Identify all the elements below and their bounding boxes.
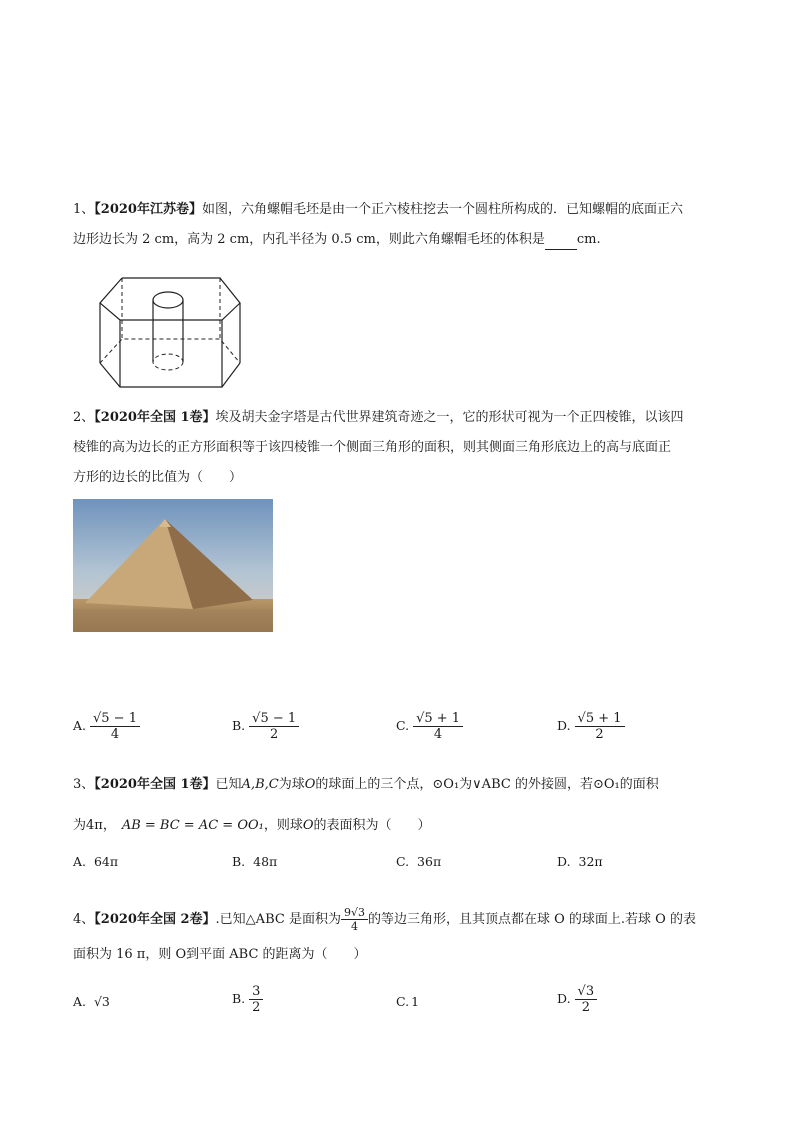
prism-top-hexagon: [100, 278, 240, 320]
option-letter: B.: [232, 718, 246, 733]
prism-bottom-front: [100, 363, 240, 387]
fraction-numerator: √5 − 1: [249, 711, 299, 727]
q3-option-a[interactable]: [73, 854, 118, 869]
q3-text-1a: 已知: [215, 777, 242, 792]
option-value: 32π: [578, 854, 603, 869]
q3-text-2a: 为4π，: [73, 818, 116, 833]
fraction-denominator: 2: [581, 1000, 590, 1015]
q1-source: 【2020年江苏卷】: [94, 202, 202, 217]
option-letter: C.: [396, 718, 410, 733]
option-letter: B.: [232, 854, 246, 869]
q3-equation: AB = BC = AC = OO₁: [121, 818, 264, 833]
fraction-denominator: 4: [433, 727, 443, 742]
fraction-numerator: 3: [249, 984, 263, 1000]
q3-option-d[interactable]: [557, 854, 603, 869]
option-fraction: [90, 711, 140, 742]
cylinder-top: [153, 292, 183, 308]
fraction-numerator: √5 + 1: [575, 711, 625, 727]
option-fraction: [249, 711, 299, 742]
q4-line2: [73, 946, 367, 964]
q2-text-1: 埃及胡夫金字塔是古代世界建筑奇迹之一，它的形状可视为一个正四棱锥，以该四: [215, 410, 684, 425]
q2-source: 【2020年全国 1卷】: [94, 410, 216, 425]
q4-number: 4、: [73, 912, 95, 927]
q3-sphere-o: O: [302, 818, 314, 833]
foreground-rubble: [73, 609, 273, 632]
q2-text-2: 棱锥的高为边长的正方形面积等于该四棱锥一个侧面三角形的面积，则其侧面三角形底边上的高与底面正: [73, 440, 672, 455]
option-fraction: [575, 711, 625, 742]
q4-option-c[interactable]: [396, 994, 419, 1009]
q2-line1: [73, 409, 684, 427]
q2-option-c[interactable]: [396, 711, 463, 742]
q2-line3: [73, 469, 242, 487]
pyramid-photo: [73, 499, 273, 632]
option-value: 1: [411, 994, 420, 1009]
fraction-denominator: 4: [350, 920, 358, 933]
q3-number: 3、: [73, 777, 95, 792]
fraction-denominator: 4: [110, 727, 120, 742]
fraction-numerator: 9√3: [341, 906, 368, 920]
cylinder-bottom: [153, 354, 183, 370]
q3-line1: [73, 776, 659, 794]
fraction-numerator: √5 + 1: [413, 711, 463, 727]
q3-option-c[interactable]: [396, 854, 441, 869]
fraction-denominator: 2: [595, 727, 604, 742]
option-fraction: [413, 711, 463, 742]
q3-text-1b: 为球: [278, 777, 305, 792]
fraction-denominator: 2: [252, 1000, 261, 1015]
q4-source: 【2020年全国 2卷】: [94, 912, 216, 927]
q4-text-2: 面积为 16 π，则 O到平面 ABC 的距离为（ ）: [73, 947, 367, 962]
q3-option-b[interactable]: [232, 854, 277, 869]
hex-nut-figure: [92, 270, 252, 395]
q4-line1: [73, 905, 696, 935]
q1-text-1: 如图，六角螺帽毛坯是由一个正六棱柱挖去一个圆柱所构成的．已知螺帽的底面正六: [201, 202, 683, 217]
option-letter: C.: [396, 994, 410, 1009]
option-fraction: [249, 984, 263, 1015]
option-letter: C.: [396, 854, 410, 869]
option-letter: A.: [73, 718, 87, 733]
q3-line2: [73, 817, 431, 835]
q2-option-d[interactable]: [557, 711, 625, 742]
q1-number: 1、: [73, 202, 95, 217]
q3-text-2b: ，则球: [263, 818, 303, 833]
option-letter: A.: [73, 854, 87, 869]
option-letter: B.: [232, 991, 246, 1006]
q4-area-fraction: [341, 906, 368, 933]
fraction-numerator: √3: [575, 984, 598, 1000]
q3-sphere-o: O: [304, 777, 316, 792]
q1-line1: [73, 201, 683, 219]
q2-text-3: 方形的边长的比值为（ ）: [73, 470, 243, 485]
q3-points: A,B,C: [241, 777, 279, 792]
fraction-denominator: 2: [270, 727, 279, 742]
option-value: 64π: [93, 854, 119, 869]
option-letter: D.: [557, 854, 571, 869]
q4-option-b[interactable]: [232, 984, 263, 1015]
answer-blank[interactable]: [545, 231, 577, 250]
q4-text-1a: .已知△ABC 是面积为: [215, 912, 341, 927]
option-letter: D.: [557, 718, 571, 733]
q3-text-2c: 的表面积为（ ）: [313, 818, 431, 833]
q4-option-a[interactable]: [73, 994, 110, 1009]
q2-option-a[interactable]: [73, 711, 140, 742]
q1-unit: cm.: [576, 232, 601, 247]
option-letter: A.: [73, 994, 87, 1009]
q3-source: 【2020年全国 1卷】: [94, 777, 216, 792]
q1-line2: [73, 231, 601, 250]
option-fraction: [575, 984, 598, 1015]
option-letter: D.: [557, 991, 571, 1006]
fraction-numerator: √5 − 1: [90, 711, 140, 727]
option-value: 36π: [417, 854, 442, 869]
q2-number: 2、: [73, 410, 95, 425]
q4-option-d[interactable]: [557, 984, 597, 1015]
q2-line2: [73, 439, 671, 457]
q4-text-1b: 的等边三角形，且其顶点都在球 O 的球面上.若球 O 的表: [367, 912, 696, 927]
q3-text-1c: 的球面上的三个点，⊙O₁为∨ABC 的外接圆，若⊙O₁的面积: [315, 777, 659, 792]
q1-text-2: 边形边长为 2 cm，高为 2 cm，内孔半径为 0.5 cm，则此六角螺帽毛坯的体积是: [73, 232, 545, 247]
option-value: 48π: [253, 854, 278, 869]
option-value: √3: [93, 994, 110, 1009]
prism-bottom-back: [100, 339, 240, 363]
q2-option-b[interactable]: [232, 711, 299, 742]
